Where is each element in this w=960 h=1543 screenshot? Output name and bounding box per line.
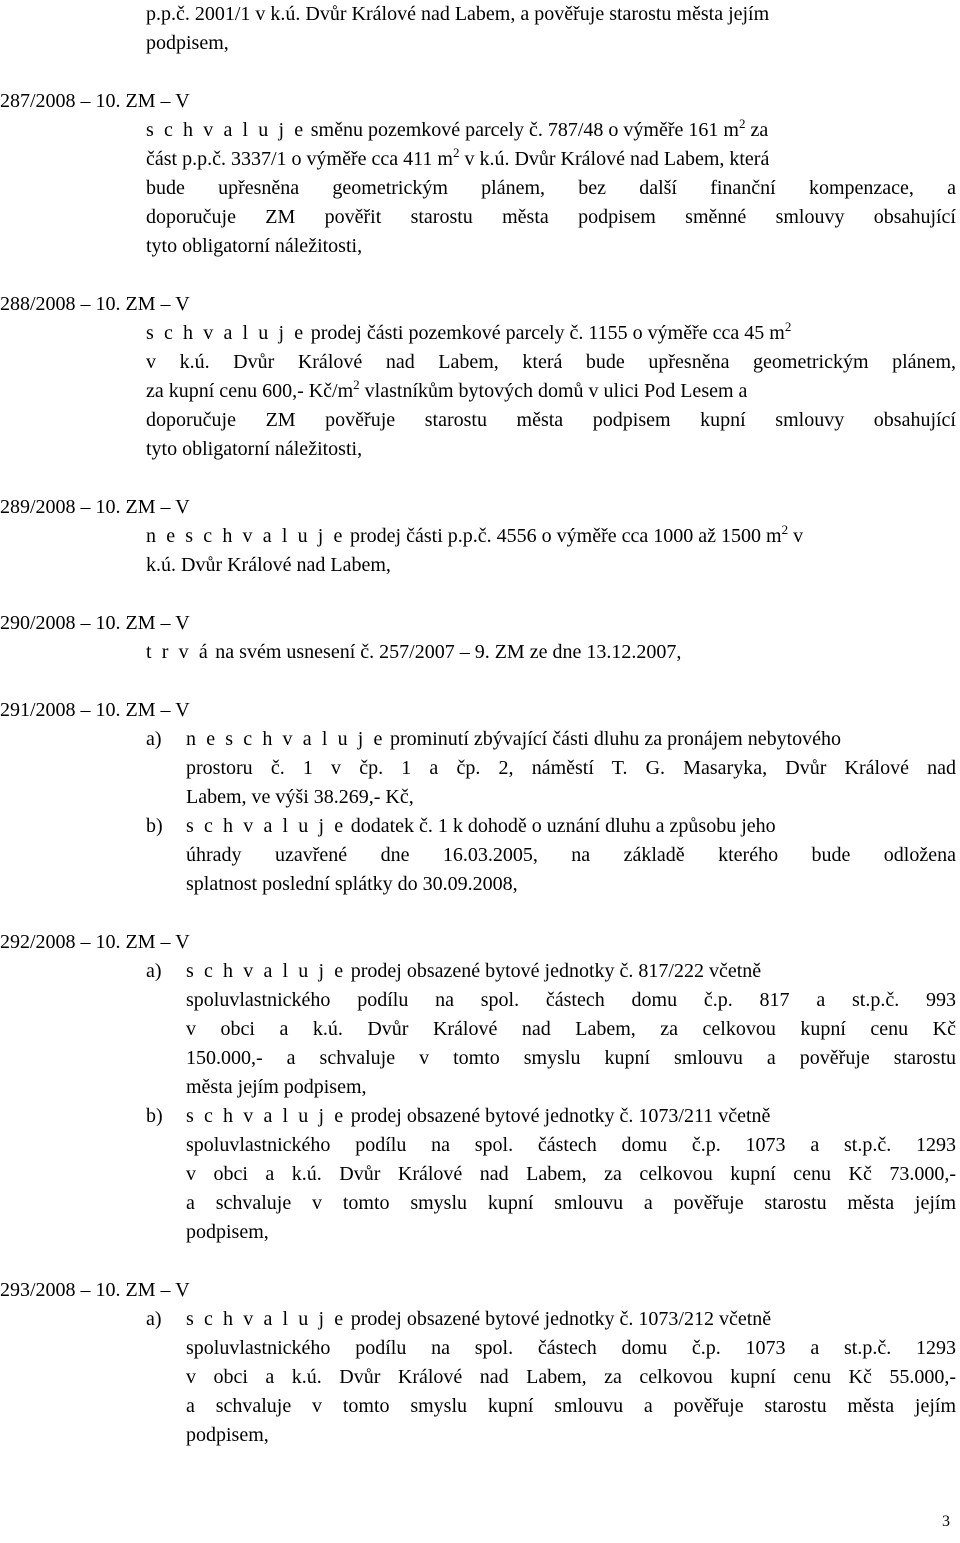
resolution-288-line: s c h v a l u j e prodej části pozemkové parcely č. 1155 o výměře cca 45 $m^2$: [146, 319, 792, 344]
verb: s c h v a l u j e: [146, 322, 306, 344]
verb: s c h v a l u j e: [186, 1308, 346, 1330]
verb: t r v á: [146, 641, 211, 663]
resolution-288-line: doporučuje ZM pověřuje starostu města podpisem kupní smlouvy obsahující: [146, 409, 956, 431]
continuation-line: p.p.č. 2001/1 v k.ú. Dvůr Králové nad Labem, a pověřuje starostu města jejím: [146, 3, 770, 25]
verb: s c h v a l u j e: [146, 119, 306, 141]
resolution-291-line: prostoru č. 1 v čp. 1 a čp. 2, náměstí T. G. Masaryka, Dvůr Králové nad: [186, 757, 956, 779]
continuation-line: podpisem,: [146, 32, 229, 54]
resolution-292-line: podpisem,: [186, 1221, 269, 1243]
resolution-292-line: 150.000,- a schvaluje v tomto smyslu kupní smlouvu a pověřuje starostu: [186, 1047, 956, 1069]
resolution-291-line: s c h v a l u j e dodatek č. 1 k dohodě o uznání dluhu a způsobu jeho: [186, 815, 776, 837]
resolution-287-line: doporučuje ZM pověřit starostu města podpisem směnné smlouvy obsahující: [146, 206, 956, 228]
resolution-291-line: úhrady uzavřené dne 16.03.2005, na základě kterého bude odložena: [186, 844, 956, 866]
item-label: a): [146, 1308, 162, 1330]
resolution-290-line: t r v á na svém usnesení č. 257/2007 – 9. ZM ze dne 13.12.2007,: [146, 641, 682, 663]
resolution-number-290: 290/2008 – 10. ZM – V: [0, 612, 190, 634]
resolution-287-line: bude upřesněna geometrickým plánem, bez další finanční kompenzace, a: [146, 177, 956, 199]
item-label: a): [146, 960, 162, 982]
resolution-287-line: s c h v a l u j e směnu pozemkové parcely č. 787/48 o výměře 161 $m^2$ za: [146, 116, 769, 141]
resolution-289-line: n e s c h v a l u j e prodej části p.p.č. 4556 o výměře cca 1000 až 1500 $m^2$ v: [146, 522, 804, 547]
resolution-293-line: podpisem,: [186, 1424, 269, 1446]
verb: s c h v a l u j e: [186, 960, 346, 982]
resolution-292-line: města jejím podpisem,: [186, 1076, 367, 1098]
resolution-293-line: v obci a k.ú. Dvůr Králové nad Labem, za celkovou kupní cenu Kč 55.000,-: [186, 1366, 956, 1388]
resolution-291-line: n e s c h v a l u j e prominutí zbývající části dluhu za pronájem nebytového: [186, 728, 842, 750]
resolution-292-line: s c h v a l u j e prodej obsazené bytové jednotky č. 817/222 včetně: [186, 960, 762, 982]
resolution-292-line: spoluvlastnického podílu na spol. částech domu č.p. 1073 a st.p.č. 1293: [186, 1134, 956, 1156]
resolution-292-line: a schvaluje v tomto smyslu kupní smlouvu a pověřuje starostu města jejím: [186, 1192, 956, 1214]
item-label: b): [146, 815, 163, 837]
resolution-292-line: spoluvlastnického podílu na spol. částech domu č.p. 817 a st.p.č. 993: [186, 989, 956, 1011]
page-number: 3: [942, 1513, 950, 1530]
resolution-number-291: 291/2008 – 10. ZM – V: [0, 699, 190, 721]
resolution-292-line: v obci a k.ú. Dvůr Králové nad Labem, za celkovou kupní cenu Kč 73.000,-: [186, 1163, 956, 1185]
resolution-293-line: a schvaluje v tomto smyslu kupní smlouvu a pověřuje starostu města jejím: [186, 1395, 956, 1417]
resolution-291-line: splatnost poslední splátky do 30.09.2008,: [186, 873, 518, 895]
item-label: b): [146, 1105, 163, 1127]
resolution-292-line: v obci a k.ú. Dvůr Králové nad Labem, za celkovou kupní cenu Kč: [186, 1018, 956, 1040]
item-label: a): [146, 728, 162, 750]
resolution-288-line: v k.ú. Dvůr Králové nad Labem, která bude upřesněna geometrickým plánem,: [146, 351, 956, 373]
resolution-number-287: 287/2008 – 10. ZM – V: [0, 90, 190, 112]
resolution-number-292: 292/2008 – 10. ZM – V: [0, 931, 190, 953]
resolution-292-line: s c h v a l u j e prodej obsazené bytové jednotky č. 1073/211 včetně: [186, 1105, 771, 1127]
resolution-number-288: 288/2008 – 10. ZM – V: [0, 293, 190, 315]
resolution-287-line: tyto obligatorní náležitosti,: [146, 235, 363, 257]
resolution-number-293: 293/2008 – 10. ZM – V: [0, 1279, 190, 1301]
resolution-number-289: 289/2008 – 10. ZM – V: [0, 496, 190, 518]
resolution-293-line: spoluvlastnického podílu na spol. částech domu č.p. 1073 a st.p.č. 1293: [186, 1337, 956, 1359]
resolution-288-line: tyto obligatorní náležitosti,: [146, 438, 363, 460]
resolution-291-line: Labem, ve výši 38.269,- Kč,: [186, 786, 414, 808]
resolution-293-line: s c h v a l u j e prodej obsazené bytové jednotky č. 1073/212 včetně: [186, 1308, 772, 1330]
verb: n e s c h v a l u j e: [186, 728, 386, 750]
verb: n e s c h v a l u j e: [146, 525, 346, 547]
verb: s c h v a l u j e: [186, 815, 346, 837]
resolution-287-line: část p.p.č. 3337/1 o výměře cca 411 $m^2$ v k.ú. Dvůr Králové nad Labem, která: [146, 145, 770, 170]
resolution-289-line: k.ú. Dvůr Králové nad Labem,: [146, 554, 391, 576]
verb: s c h v a l u j e: [186, 1105, 346, 1127]
resolution-288-line: za kupní cenu 600,- $Kč/m^2$ vlastníkům bytových domů v ulici Pod Lesem a: [146, 377, 748, 402]
